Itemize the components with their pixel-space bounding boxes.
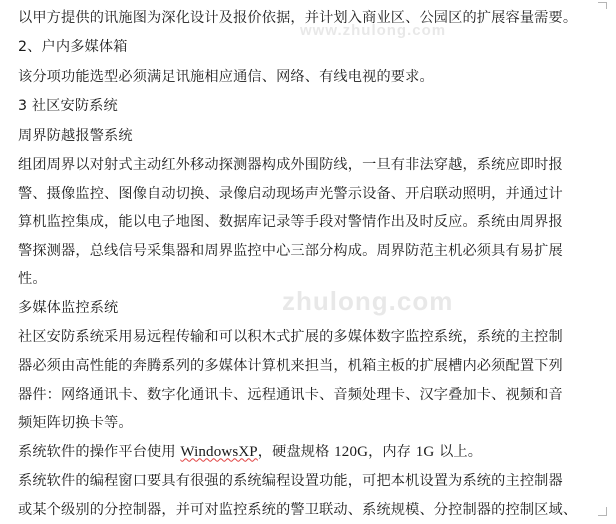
- paragraph-line: 算机监控集成，能以电子地图、数据库记录等手段对警情作出及时反应。系统由周界报: [18, 214, 563, 231]
- software-spec-prefix: 系统软件的操作平台使用: [18, 443, 181, 460]
- text-line: 以甲方提供的讯施图为深化设计及报价依据，并计划入商业区、公园区的扩展容量需要。: [18, 10, 578, 26]
- paragraph-line: 系统软件的编程窗口要具有很强的系统编程设置功能，可把本机设置为系统的主控制器: [18, 473, 563, 490]
- software-spec-suffix: 以上。: [434, 443, 483, 460]
- margin-corner-mark: [598, 507, 607, 516]
- paragraph-line: 社区安防系统采用易远程传输和可以积木式扩展的多媒体数字监控系统，系统的主控制: [18, 329, 563, 346]
- paragraph-line: 频矩阵切换卡等。: [18, 415, 133, 432]
- software-spec-line: [18, 438, 600, 467]
- paragraph-line: 性。: [18, 271, 47, 288]
- watermark-text: www.zhulong.com: [300, 22, 447, 39]
- software-spec-middle: ，硬盘规格: [257, 443, 335, 460]
- memory-size: 1G: [415, 443, 435, 460]
- paragraph-line: 警探测器，总线信号采集器和周界监控中心三部分构成。周界防范主机必须具有易扩展: [18, 242, 563, 259]
- paragraph-software-programming: [18, 467, 600, 524]
- document-body: [18, 4, 600, 524]
- paragraph-line: 警、摄像监控、图像自动切换、录像启动现场声光警示设备、开启联动照明，并通过计: [18, 185, 563, 202]
- paragraph-perimeter-alarm: [18, 151, 600, 294]
- subsection-heading: 周界防越报警系统: [18, 127, 133, 144]
- disk-size: 120G: [334, 443, 369, 460]
- section-heading: 2、户内多媒体箱: [18, 39, 128, 56]
- section-heading: 3 社区安防系统: [18, 98, 118, 115]
- paragraph-line: 器件：网络通讯卡、数字化通讯卡、远程通讯卡、音频处理卡、汉字叠加卡、视频和音: [18, 386, 563, 403]
- paragraph-line: 或某个级别的分控制器，并可对监控系统的警卫联动、系统规模、分控制器的控制区域、: [18, 501, 578, 518]
- paragraph-multimedia-monitoring: [18, 323, 600, 437]
- text-line: 该分项功能选型必须满足讯施相应通信、网络、有线电视的要求。: [18, 68, 434, 85]
- paragraph-line: 组团周界以对射式主动红外移动探测器构成外围防线，一旦有非法穿越，系统应即时报: [18, 156, 563, 173]
- watermark-logo-text: zhulong.com: [282, 286, 454, 316]
- paragraph-line: 器必须由高性能的奔腾系列的多媒体计算机来担当，机箱主板的扩展槽内必须配置下列: [18, 357, 563, 374]
- os-name: WindowsXP: [180, 443, 258, 460]
- software-spec-middle2: ，内存: [368, 443, 416, 460]
- subsection-heading: 多媒体监控系统: [18, 299, 119, 316]
